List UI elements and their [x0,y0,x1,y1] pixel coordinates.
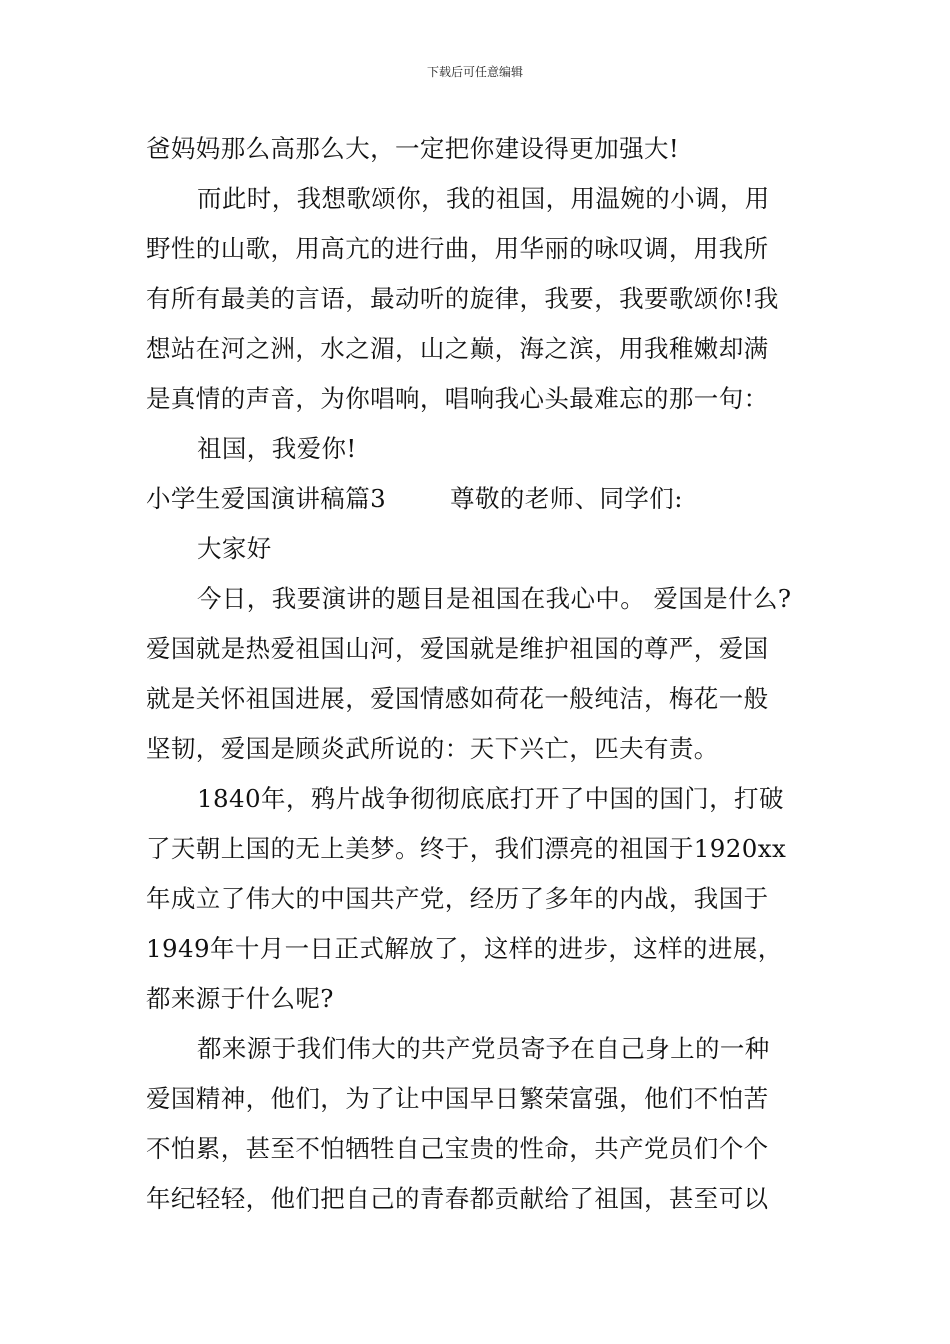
text-line: 了天朝上国的无上美梦。终于，我们漂亮的祖国于1920xx [146,834,787,863]
text-line: 爸妈妈那么高那么大，一定把你建设得更加强大! [146,134,680,163]
text-line: 都来源于我们伟大的共产党员寄予在自己身上的一种 [197,1034,770,1063]
text-line: 祖国，我爱你! [197,434,357,463]
salutation: 尊敬的老师、同学们: [450,484,683,513]
text-line: 是真情的声音，为你唱响，唱响我心头最难忘的那一句： [146,384,769,413]
text-line: 年成立了伟大的中国共产党，经历了多年的内战，我国于 [146,884,769,913]
text-line: 爱国精神，他们，为了让中国早日繁荣富强，他们不怕苦 [146,1084,769,1113]
text-line: 今日，我要演讲的题目是祖国在我心中。 爱国是什么? [197,584,792,613]
text-line: 想站在河之洲，水之湄，山之巅，海之滨，用我稚嫩却满 [146,334,769,363]
text-line: 野性的山歌，用高亢的进行曲，用华丽的咏叹调，用我所 [146,234,769,263]
section-heading: 小学生爱国演讲稿篇3 [146,484,387,513]
page-header-note: 下载后可任意编辑 [426,65,523,79]
text-line: 都来源于什么呢? [146,984,334,1013]
section-heading-line [146,474,826,524]
text-line: 有所有最美的言语，最动听的旋律，我要，我要歌颂你!我 [146,284,779,313]
text-line: 1949年十月一日正式解放了，这样的进步，这样的进展， [146,934,783,963]
text-line: 而此时，我想歌颂你，我的祖国，用温婉的小调，用 [197,184,770,213]
text-line: 不怕累，甚至不怕牺牲自己宝贵的性命，共产党员们个个 [146,1134,769,1163]
text-line: 1840年，鸦片战争彻彻底底打开了中国的国门，打破 [197,784,784,813]
text-line: 年纪轻轻，他们把自己的青春都贡献给了祖国，甚至可以 [146,1184,769,1213]
greeting-line: 大家好 [197,534,272,563]
text-line: 爱国就是热爱祖国山河，爱国就是维护祖国的尊严，爱国 [146,634,769,663]
text-line: 就是关怀祖国进展，爱国情感如荷花一般纯洁，梅花一般 [146,684,769,713]
text-line: 坚韧，爱国是顾炎武所说的：天下兴亡，匹夫有责。 [146,734,719,763]
document-body [146,124,826,1224]
